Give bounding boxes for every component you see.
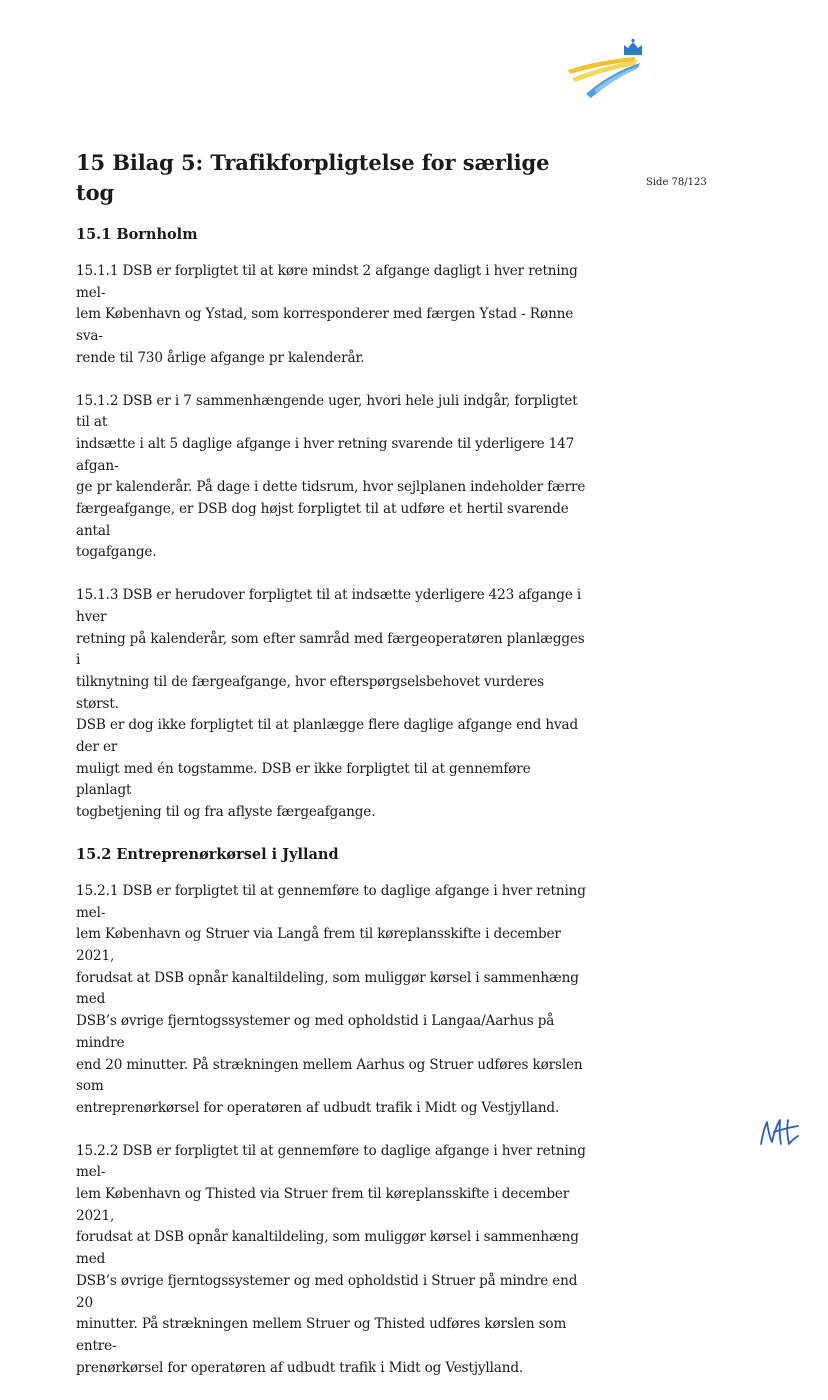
- paragraph-15-1-2: 15.1.2 DSB er i 7 sammenhængende uger, hvori hele juli indgår, forpligtet til at indsætte i alt 5 daglige afgange i hver retning svarende til yderligere 147 afgan- ge pr kalenderår. På dage i dette tidsrum, hvor sejlplanen indeholder færre færgeafgange, er DSB dog højst forpligtet til at udføre et hertil svarende antal togafgange.: [76, 392, 586, 561]
- handwritten-initials-icon: [758, 1114, 802, 1150]
- document-title: 15 Bilag 5: Trafikforpligtelse for særlige tog: [76, 150, 550, 205]
- section-heading: 15.2 Entreprenørkørsel i Jylland: [76, 845, 339, 863]
- section-heading: 15.1 Bornholm: [76, 226, 198, 243]
- dsb-crown-logo-icon: [566, 38, 650, 100]
- section-bornholm: [76, 225, 588, 824]
- paragraph-15-1-1: 15.1.1 DSB er forpligtet til at køre mindst 2 afgange dagligt i hver retning mel- lem København og Ystad, som korresponderer med færgen Ystad - Rønne sva- rende til 730 årlige afgange pr kalenderår.: [76, 263, 578, 366]
- paragraph-15-2-1: 15.2.1 DSB er forpligtet til at gennemføre to daglige afgange i hver retning mel- lem København og Struer via Langå frem til køreplansskifte i december 2021, forudsat at DSB opnår kanaltildeling, som muliggør kørsel i sammenhæng med DSB’s øvrige fjerntogssystemer og med opholdstid i Langaa/Aarhus på mindre end 20 minutter. På strækningen mellem Aarhus og Struer udføres kørslen som entreprenørkørsel for operatøren af udbudt trafik i Midt og Vestjylland.: [76, 882, 586, 1116]
- section-entreprenorkorsel: [76, 845, 588, 1379]
- paragraph-15-2-2: 15.2.2 DSB er forpligtet til at gennemføre to daglige afgange i hver retning mel- lem København og Thisted via Struer frem til køreplansskifte i december 2021, forudsat at DSB opnår kanaltildeling, som muliggør kørsel i sammenhæng med DSB’s øvrige fjerntogssystemer og med opholdstid i Struer på mindre end 20 minutter. På strækningen mellem Struer og Thisted udføres kørslen som entre- prenørkørsel for operatøren af udbudt trafik i Midt og Vestjylland.: [76, 1142, 586, 1376]
- page-number: Side 78/123: [646, 177, 707, 188]
- document-body: [76, 148, 588, 1400]
- paragraph-15-1-3: 15.1.3 DSB er herudover forpligtet til at indsætte yderligere 423 afgange i hver retning på kalenderår, som efter samråd med færgeoperatøren planlægges i tilknytning til de færgeafgange, hvor efterspørgselsbehovet vurderes størst. DSB er dog ikke forpligtet til at planlægge flere daglige afgange end hvad der er muligt med én togstamme. DSB er ikke forpligtet til at gennemføre planlagt togbetjening til og fra aflyste færgeafgange.: [76, 587, 585, 821]
